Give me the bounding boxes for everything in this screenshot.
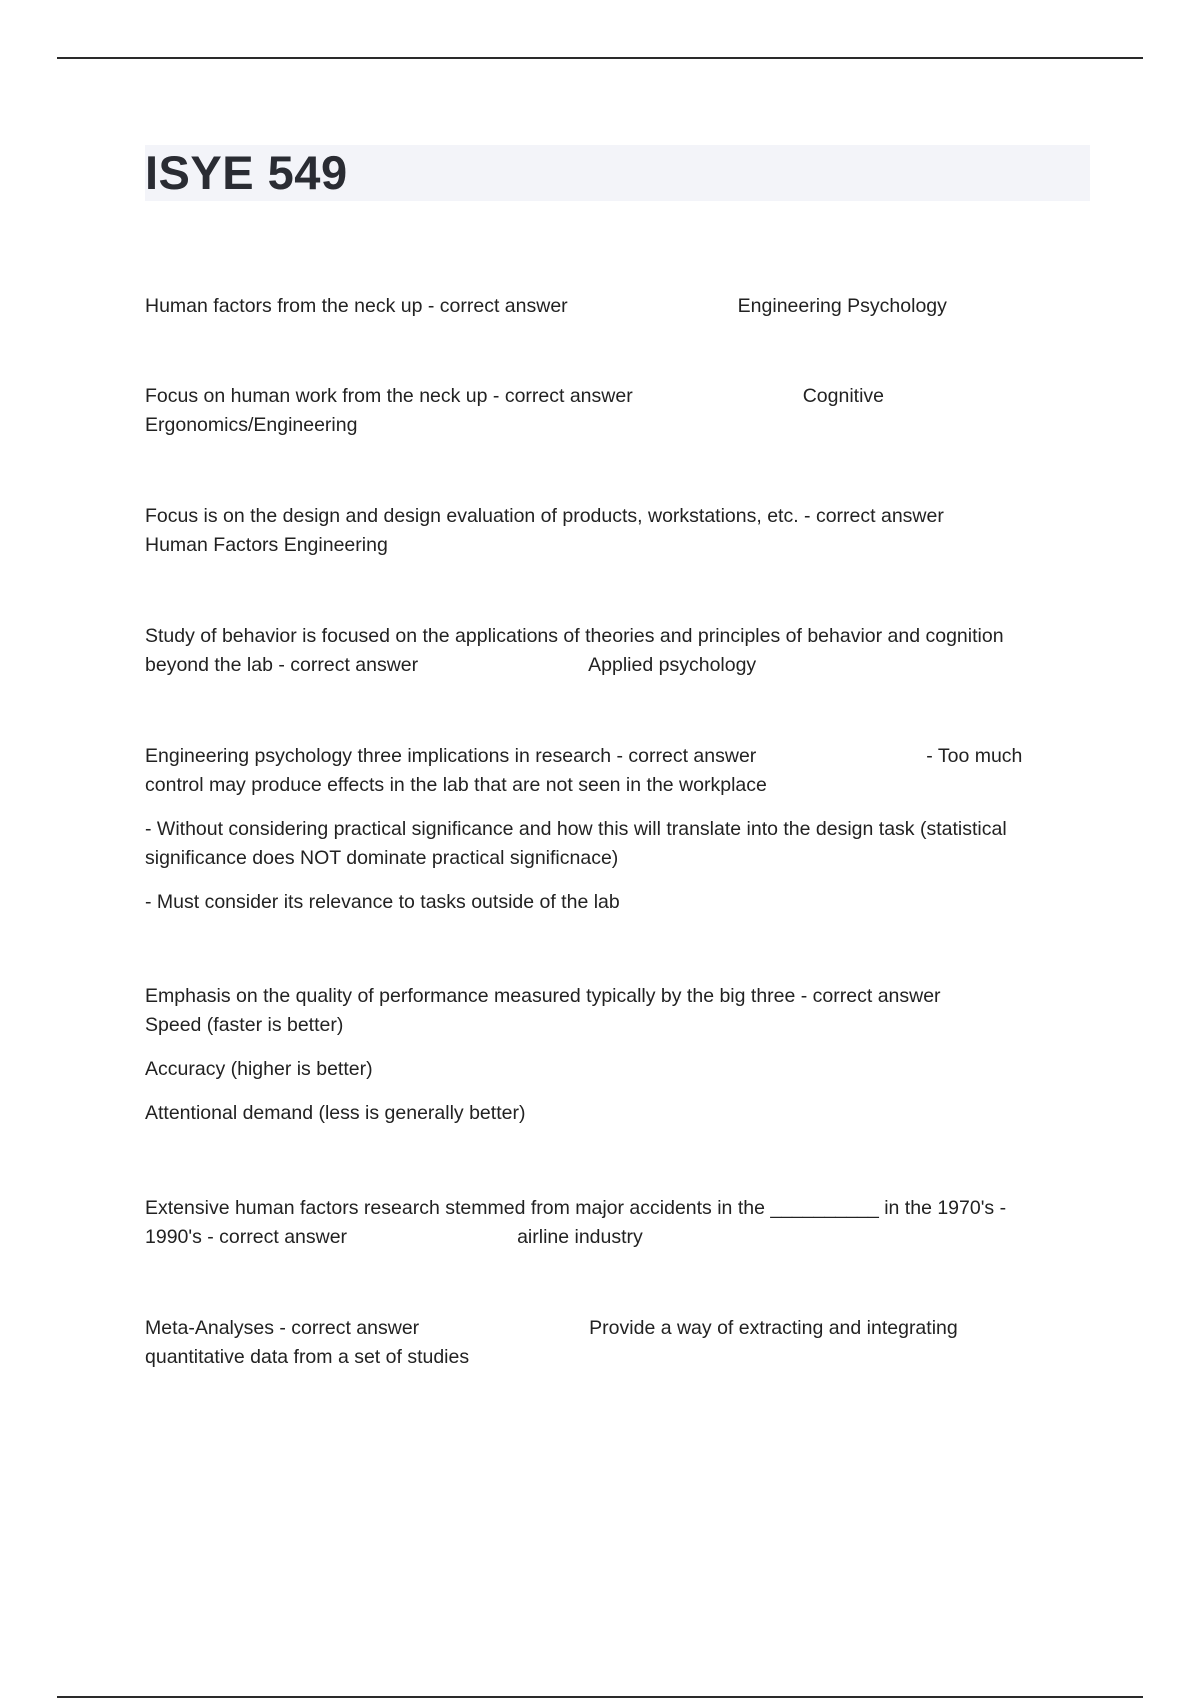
card-answer-continued: quantitative data from a set of studies — [145, 1346, 470, 1368]
card-answer: Engineering Psychology — [737, 295, 947, 317]
card-question: Engineering psychology three implications in research - correct answer — [145, 745, 757, 767]
flashcard-2 — [145, 382, 1065, 440]
flashcard-8 — [145, 1314, 1065, 1372]
card-answer-item: - Without considering practical significance and how this will translate into the design task (statistical significance does NOT dominate practical significnace) — [145, 818, 1007, 869]
document-title: ISYE 549 — [145, 146, 348, 199]
flashcard-4 — [145, 622, 1065, 680]
card-question: Meta-Analyses - correct answer — [145, 1317, 420, 1339]
card-answer-continued: control may produce effects in the lab that are not seen in the workplace — [145, 774, 767, 796]
flashcard-1 — [145, 292, 1065, 321]
card-question: Emphasis on the quality of performance measured typically by the big three - correct answer — [145, 985, 941, 1007]
card-answer-continued: Ergonomics/Engineering — [145, 414, 358, 436]
card-answer: Human Factors Engineering — [145, 534, 388, 556]
card-question: Focus on human work from the neck up - correct answer — [145, 385, 633, 407]
flashcard-7 — [145, 1194, 1065, 1252]
card-question: Focus is on the design and design evaluation of products, workstations, etc. - correct answer — [145, 505, 944, 527]
card-answer: Applied psychology — [588, 654, 757, 676]
top-rule — [57, 57, 1143, 59]
card-question: Human factors from the neck up - correct answer — [145, 295, 568, 317]
card-question: Extensive human factors research stemmed from major accidents in the __________ in the 1970's - — [145, 1197, 1007, 1219]
bottom-rule — [57, 1696, 1143, 1698]
card-question: Study of behavior is focused on the applications of theories and principles of behavior and cognition — [145, 625, 1004, 647]
card-answer: Provide a way of extracting and integrating — [589, 1317, 958, 1339]
flashcard-6 — [145, 982, 1065, 1128]
card-answer: Cognitive — [802, 385, 884, 407]
flashcard-5 — [145, 742, 1065, 917]
card-question-continued: beyond the lab - correct answer — [145, 654, 419, 676]
card-answer-item: Speed (faster is better) — [145, 1014, 344, 1036]
card-answer: - Too much — [926, 745, 1023, 767]
card-question-continued: 1990's - correct answer — [145, 1226, 348, 1248]
card-answer-item: Accuracy (higher is better) — [145, 1058, 373, 1080]
card-answer: airline industry — [517, 1226, 643, 1248]
card-answer-item: Attentional demand (less is generally better) — [145, 1102, 526, 1124]
card-answer-item: - Must consider its relevance to tasks outside of the lab — [145, 891, 620, 913]
flashcard-3 — [145, 502, 1065, 560]
